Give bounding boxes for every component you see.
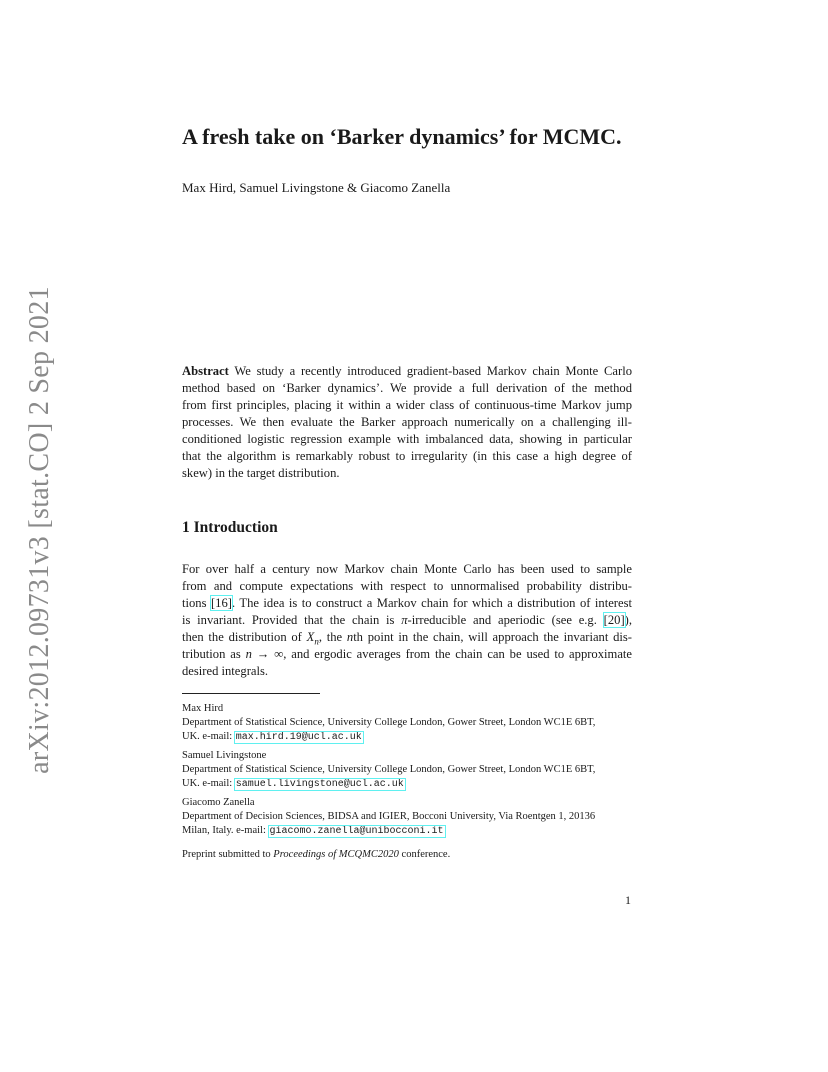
intro-line: desired integrals. (182, 664, 269, 678)
author-department: Department of Statistical Science, University College London, Gower Street, London WC1E 6BT, (182, 764, 596, 775)
affiliation-zanella: Giacomo Zanella Department of Decision Sciences, BIDSA and IGIER, Bocconi University, Via Roentgen 1, 20136 Milan, Italy. e-mail: giacomo.zanella@unibocconi.it (182, 796, 632, 838)
abstract-line: skew) in the target distribution. (182, 466, 340, 480)
section-heading-introduction: 1 Introduction (182, 519, 278, 536)
intro-line: then the distribution of $X_n$, the nth point in the chain, will approach the invariant dis- (182, 630, 632, 647)
author-name: Max Hird (182, 703, 224, 714)
citation-link[interactable]: [20] (603, 613, 625, 627)
abstract-line: processes. We then evaluate the Barker approach numerically on a challenging ill- (182, 415, 632, 429)
paper-title: A fresh take on ‘Barker dynamics’ for MCMC. (182, 124, 622, 149)
author-name: Giacomo Zanella (182, 797, 255, 808)
abstract-line: We study a recently introduced gradient-based Markov chain Monte Carlo (228, 364, 632, 378)
abstract-line: from first principles, placing it within a wider class of continuous-time Markov jump (182, 398, 632, 412)
abstract-line: that the algorithm is remarkably robust to irregularity (in this case a high degree of (182, 449, 632, 463)
venue-name: Proceedings of MCQMC2020 (273, 849, 399, 860)
math-n: n (346, 630, 354, 644)
intro-line: tribution as n → ∞, and ergodic averages from the chain can be used to approximate (182, 647, 632, 661)
author-list: Max Hird, Samuel Livingstone & Giacomo Zanella (182, 180, 451, 195)
footnote-divider (182, 693, 320, 694)
page-number: 1 (625, 893, 631, 907)
citation-link[interactable]: [16] (210, 596, 232, 610)
math-limit: n → ∞ (245, 647, 284, 661)
email-link[interactable]: samuel.livingstone@ucl.ac.uk (235, 779, 404, 790)
affiliation-livingstone: Samuel Livingstone Department of Statistical Science, University College London, Gower Street, London WC1E 6BT, UK. e-mail: samuel.livingstone@ucl.ac.uk (182, 749, 632, 791)
abstract-label: Abstract (182, 364, 229, 378)
abstract-line: method based on ‘Barker dynamics’. We provide a full derivation of the method (182, 381, 632, 395)
intro-line: from and compute expectations with respect to unnormalised probability distribu- (182, 579, 632, 593)
affiliation-hird: Max Hird Department of Statistical Science, University College London, Gower Street, London WC1E 6BT, UK. e-mail: max.hird.19@ucl.ac.uk (182, 702, 632, 744)
math-subscript: n (314, 636, 319, 647)
abstract (182, 363, 632, 482)
arxiv-id: arXiv:2012.09731v3 [stat.CO] 2 Sep 2021 (24, 286, 55, 774)
email-link[interactable]: max.hird.19@ucl.ac.uk (235, 732, 362, 743)
intro-line: tions [16]. The idea is to construct a Markov chain for which a distribution of interest (182, 596, 632, 610)
introduction-paragraph (182, 561, 632, 680)
math-x: X (306, 630, 315, 644)
preprint-note: Preprint submitted to Proceedings of MCQMC2020 conference. (182, 849, 451, 860)
author-department: Department of Decision Sciences, BIDSA and IGIER, Bocconi University, Via Roentgen 1, 20136 (182, 811, 596, 822)
pi-symbol: π (401, 613, 408, 627)
email-link[interactable]: giacomo.zanella@unibocconi.it (269, 826, 444, 837)
author-name: Samuel Livingstone (182, 750, 267, 761)
author-department: Department of Statistical Science, University College London, Gower Street, London WC1E 6BT, (182, 717, 596, 728)
intro-line: For over half a century now Markov chain Monte Carlo has been used to sample (182, 562, 632, 576)
intro-line: is invariant. Provided that the chain is π-irreducible and aperiodic (see e.g. [20]), (182, 613, 632, 627)
abstract-line: conditioned logistic regression example with imbalanced data, showing in particular (182, 432, 632, 446)
